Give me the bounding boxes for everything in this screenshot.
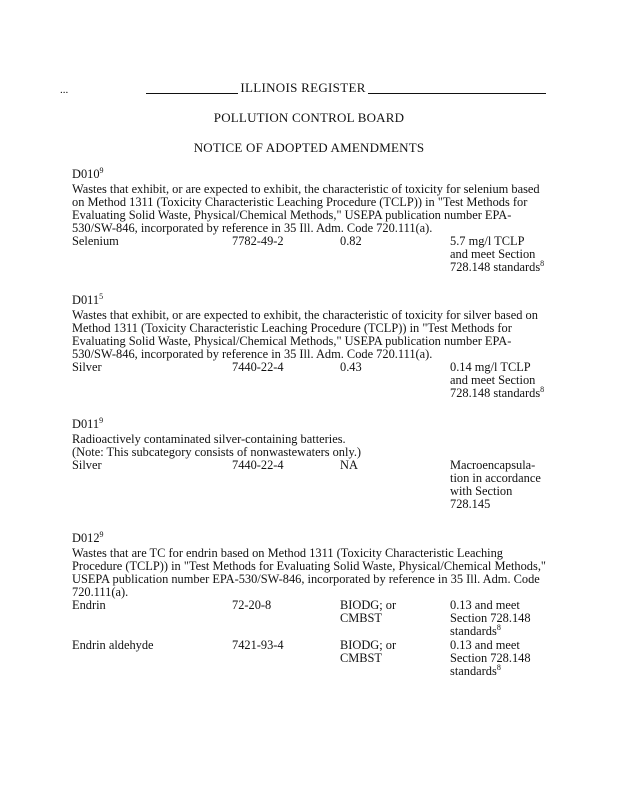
constituent-name: Silver	[72, 360, 102, 375]
wastewater-standard: 0.43	[340, 360, 362, 375]
agency-name: POLLUTION CONTROL BOARD	[213, 110, 405, 125]
waste-description: Radioactively contaminated silver-containing batteries. (Note: This subcategory consists of nonwastewaters only.)	[72, 432, 362, 460]
waste-description: Wastes that exhibit, or are expected to exhibit, the characteristic of toxicity for silver based on Method 1311 (Toxicity Characteristic Leaching Procedure (TCLP)) in "Test Methods for Evaluating Solid Waste, Physical/Chemical Methods," USEPA publication number EPA- 530/SW-846, incorporated by reference in 35 Ill. Adm. Code 720.111(a).	[72, 308, 538, 362]
waste-section-d010	[72, 164, 552, 275]
nonwastewater-standard: 0.13 and meet Section 728.148 standards$^8$	[450, 638, 531, 679]
register-header	[60, 80, 546, 96]
nonwastewater-standard: 0.14 mg/l TCLP and meet Section 728.148 standards$^8$	[450, 360, 545, 401]
nonwastewater-standard: Macroencapsula- tion in accordance with Section 728.145	[450, 458, 541, 512]
constituent-name: Endrin	[72, 598, 106, 613]
wastewater-standard: BIODG; or CMBST	[340, 638, 397, 666]
cas-number: 7440-22-4	[232, 458, 284, 473]
cas-number: 7782-49-2	[232, 234, 284, 249]
waste-section-d012	[72, 528, 552, 679]
cas-number: 72-20-8	[232, 598, 272, 613]
constituent-row	[72, 639, 552, 679]
waste-code: $D011^9$	[72, 416, 104, 432]
nonwastewater-standard: 5.7 mg/l TCLP and meet Section 728.148 standards$^8$	[450, 234, 545, 275]
waste-section-d011-batteries	[72, 414, 552, 512]
constituent-row	[72, 360, 552, 401]
wastewater-standard: BIODG; or CMBST	[340, 598, 397, 626]
nonwastewater-standard: 0.13 and meet Section 728.148 standards$^8$	[450, 598, 531, 639]
constituent-name: Silver	[72, 458, 102, 473]
constituent-name: Endrin aldehyde	[72, 638, 154, 653]
constituent-row	[72, 234, 552, 275]
waste-description: Wastes that exhibit, or are expected to exhibit, the characteristic of toxicity for selenium based on Method 1311 (Toxicity Characteristic Leaching Procedure (TCLP)) in "Test Methods for Evaluating Solid Waste, Physical/Chemical Methods," USEPA publication number EPA- 530/SW-846, incorporated by reference in 35 Ill. Adm. Code 720.111(a).	[72, 182, 540, 236]
wastewater-standard: NA	[340, 458, 358, 473]
cas-number: 7421-93-4	[232, 638, 284, 653]
waste-code: $D010^9$	[72, 166, 104, 182]
wastewater-standard: 0.82	[340, 234, 362, 249]
constituent-name: Selenium	[72, 234, 119, 249]
waste-code: $D012^9$	[72, 530, 104, 546]
constituent-row	[72, 458, 552, 512]
cas-number: 7440-22-4	[232, 360, 284, 375]
notice-title: NOTICE OF ADOPTED AMENDMENTS	[193, 140, 425, 155]
constituent-row	[72, 599, 552, 639]
waste-description: Wastes that are TC for endrin based on Method 1311 (Toxicity Characteristic Leaching Procedure (TCLP)) in "Test Methods for Evaluating Solid Waste, Physical/Chemical Methods," USEPA publication number EPA-530/SW-846, incorporated by reference in 35 Ill. Adm. Code 720.111(a).	[72, 546, 546, 600]
header-left-mark: ...	[60, 84, 69, 96]
register-title: ILLINOIS REGISTER	[240, 80, 366, 95]
waste-section-d011	[72, 290, 552, 401]
waste-code: $D011^5$	[72, 292, 104, 308]
